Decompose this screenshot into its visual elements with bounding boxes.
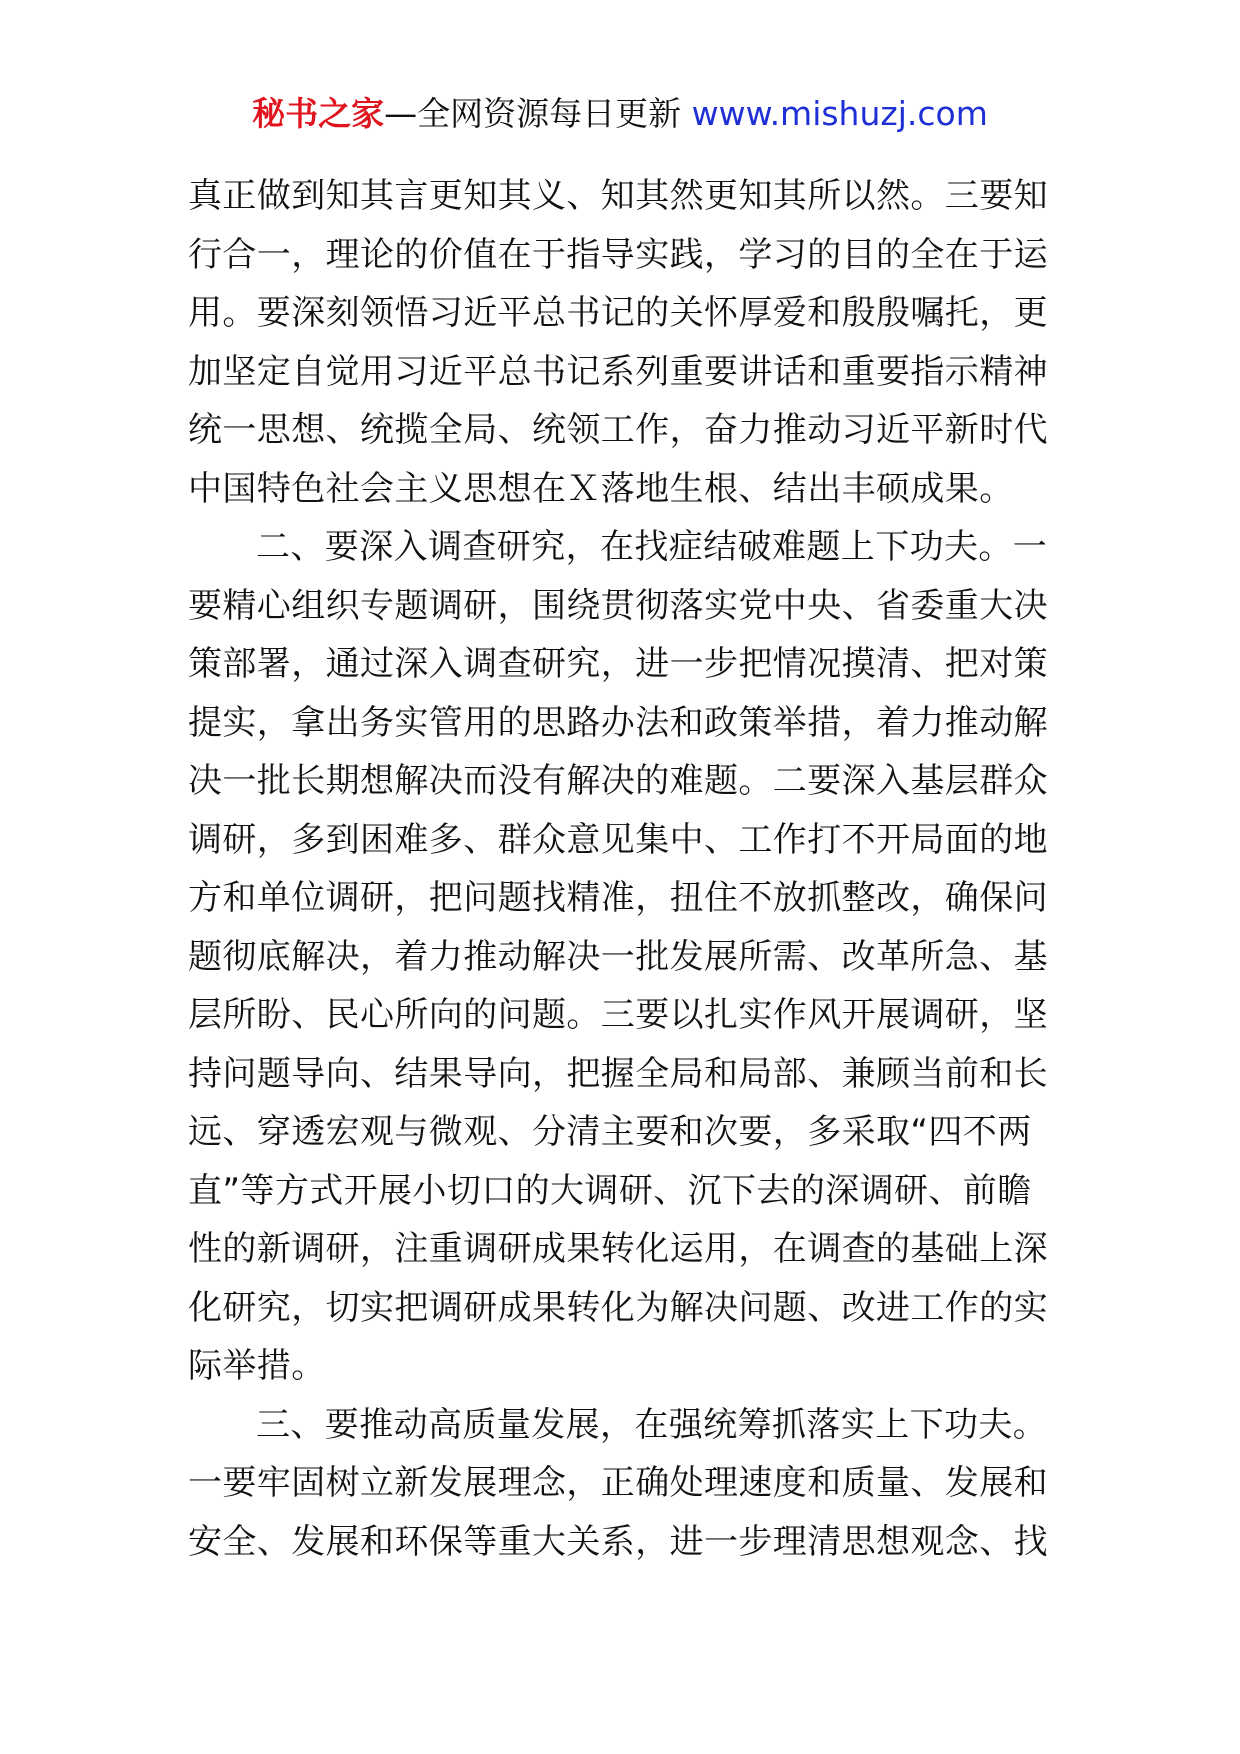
text-line: 直”等方式开展小切口的大调研、沉下去的深调研、前瞻 (188, 1170, 1032, 1211)
text-line: 加坚定自觉用习近平总书记系列重要讲话和重要指示精神 (188, 351, 1048, 392)
site-brand: 秘书之家 (252, 94, 385, 133)
site-slogan: —全网资源每日更新 (384, 94, 692, 133)
text-line: 策部署，通过深入调查研究，进一步把情况摸清、把对策 (188, 644, 1048, 684)
text-line: 中国特色社会主义思想在Ｘ落地生根、结出丰硕成果。 (188, 468, 1014, 509)
section-heading-line: 二、要深入调查研究，在找症结破难题上下功夫。一 (256, 527, 1048, 567)
text-line: 题彻底解决，着力推动解决一批发展所需、改革所急、基 (188, 936, 1048, 977)
text-line: 一要牢固树立新发展理念，正确处理速度和质量、发展和 (188, 1463, 1048, 1503)
text-line: 安全、发展和环保等重大关系，进一步理清思想观念、找 (188, 1521, 1048, 1562)
text-line: 远、穿透宏观与微观、分清主要和次要，多采取“四不两 (188, 1112, 1032, 1152)
site-url-link[interactable]: www.mishuzj.com (691, 94, 988, 133)
document-body (188, 167, 1058, 1571)
text-line: 统一思想、统揽全局、统领工作，奋力推动习近平新时代 (188, 410, 1048, 450)
text-line: 用。要深刻领悟习近平总书记的关怀厚爱和殷殷嘱托，更 (188, 293, 1048, 333)
text-line: 际举措。 (188, 1346, 326, 1386)
text-line: 化研究，切实把调研成果转化为解决问题、改进工作的实 (188, 1287, 1048, 1328)
section-heading-line: 三、要推动高质量发展，在强统筹抓落实上下功夫。 (256, 1404, 1048, 1445)
text-line: 方和单位调研，把问题找精准，扭住不放抓整改，确保问 (188, 878, 1048, 918)
text-line: 行合一，理论的价值在于指导实践，学习的目的全在于运 (188, 234, 1048, 275)
text-line: 决一批长期想解决而没有解决的难题。二要深入基层群众 (188, 761, 1048, 801)
text-line: 调研，多到困难多、群众意见集中、工作打不开局面的地 (188, 819, 1048, 860)
text-line: 真正做到知其言更知其义、知其然更知其所以然。三要知 (188, 176, 1048, 216)
text-line: 性的新调研，注重调研成果转化运用，在调查的基础上深 (188, 1229, 1048, 1269)
text-line: 持问题导向、结果导向，把握全局和局部、兼顾当前和长 (188, 1053, 1048, 1094)
site-header (0, 92, 1240, 136)
text-line: 要精心组织专题调研，围绕贯彻落实党中央、省委重大决 (188, 585, 1048, 626)
text-line: 层所盼、民心所向的问题。三要以扎实作风开展调研，坚 (188, 995, 1048, 1035)
text-line: 提实，拿出务实管用的思路办法和政策举措，着力推动解 (188, 702, 1048, 743)
